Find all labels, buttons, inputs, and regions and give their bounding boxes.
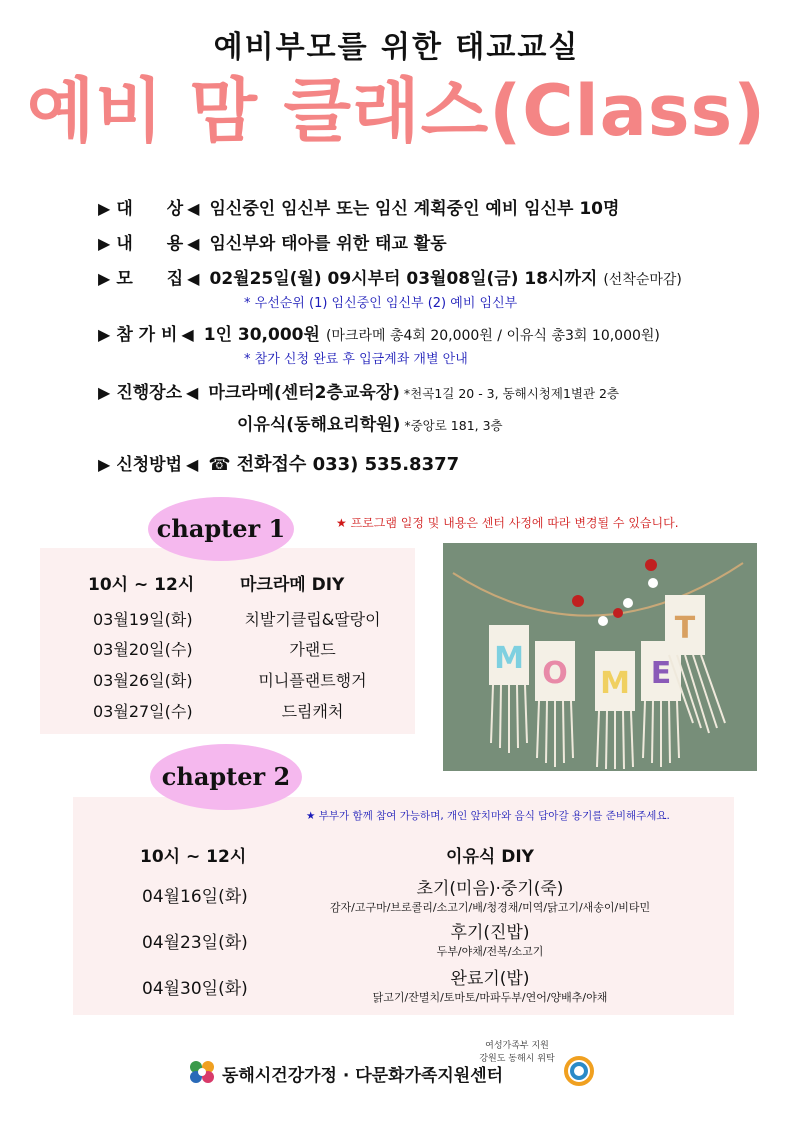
triangle-right-icon: ▶ [98, 269, 111, 288]
info-apply [98, 450, 459, 476]
triangle-right-icon: ▶ [98, 455, 111, 474]
triangle-left-icon: ◀ [186, 383, 199, 402]
chapter2-menu [270, 964, 710, 1005]
recruit-note: * 우선순위 (1) 임신중인 임신부 (2) 예비 임신부 [244, 296, 518, 311]
chapter2-time-header: 10시 ~ 12시 [140, 847, 247, 867]
info-value: 임신부와 태아를 위한 태교 활동 [209, 234, 447, 254]
info-label: 대 상 [116, 199, 184, 219]
subtitle: 예비부모를 위한 태교교실 [213, 30, 580, 65]
info-fee [98, 320, 660, 345]
triangle-left-icon: ◀ [187, 269, 200, 288]
chapter1-date: 03월26일(화) [93, 671, 193, 690]
info-venue [98, 378, 619, 403]
chapter2-menu-head: 초기(미음)·중기(죽) [416, 879, 564, 899]
fee-note: * 참가 신청 완료 후 입금계좌 개별 안내 [244, 352, 468, 367]
chapter1-date: 03월20일(수) [93, 640, 193, 659]
chapter2-date: 04월30일(화) [142, 979, 248, 999]
phone-icon: ☎ [208, 454, 231, 475]
triangle-left-icon: ◀ [187, 234, 200, 253]
chapter1-item: 드림캐처 [281, 702, 344, 721]
info-content [98, 229, 447, 254]
chapter2-menu-items: 닭고기/잔멸치/토마토/마파두부/연어/양배추/야채 [372, 991, 608, 1004]
venue-line1: 마크라메(센터2층교육장) [208, 383, 400, 403]
chapter2-menu-head: 완료기(밥) [450, 969, 530, 989]
photo-letter: M [494, 641, 524, 676]
info-value: 02월25일(월) 09시부터 03월08일(금) 18시까지 [209, 269, 598, 289]
support-line: 여성가족부 지원 [485, 1041, 549, 1051]
info-value: 전화접수 033) 535.8377 [236, 454, 460, 475]
chapter1-item: 미니플랜트행거 [258, 671, 367, 690]
chapter2-badge: chapter 2 [150, 744, 302, 810]
schedule-notice: ★ 프로그램 일정 및 내용은 센터 사정에 따라 변경될 수 있습니다. [336, 516, 679, 530]
triangle-left-icon: ◀ [186, 455, 199, 474]
chapter2-menu-head: 후기(진밥) [450, 923, 530, 943]
info-label: 내 용 [116, 234, 184, 254]
chapter2-menu-items: 두부/야채/전복/소고기 [436, 945, 544, 958]
triangle-right-icon: ▶ [98, 234, 111, 253]
info-value: 1인 30,000원 [203, 325, 320, 345]
chapter2-topic-header [300, 842, 680, 867]
info-target [98, 194, 619, 219]
chapter1-date: 03월27일(수) [93, 702, 193, 721]
chapter1-item: 치발기클립&딸랑이 [244, 610, 381, 629]
info-value: 임신중인 임신부 또는 임신 계획중인 예비 임신부 10명 [209, 199, 620, 219]
center-logo-icon [186, 1058, 218, 1090]
triangle-right-icon: ▶ [98, 199, 111, 218]
venue-line1-address: *천곡1길 20 - 3, 동해시청제1별관 2층 [403, 386, 620, 401]
chapter2-menu [270, 874, 710, 915]
support-line: 강원도 동해시 위탁 [479, 1054, 555, 1064]
chapter2-date: 04월23일(화) [142, 933, 248, 953]
photo-letter: M [600, 666, 630, 701]
triangle-right-icon: ▶ [98, 325, 111, 344]
chapter1-badge: chapter 1 [148, 497, 294, 561]
chapter2-notice: ★ 부부가 함께 참여 가능하며, 개인 앞치마와 음식 담아갈 용기를 준비해주세요. [306, 810, 670, 822]
macrame-garland-photo [443, 543, 757, 771]
ministry-logo-icon [562, 1056, 596, 1090]
footer-org: 동해시건강가정 · 다문화가족지원센터 [222, 1066, 504, 1086]
macrame-garland-illustration [443, 543, 757, 771]
info-venue-2 [237, 410, 503, 435]
triangle-right-icon: ▶ [98, 383, 111, 402]
photo-letter: O [542, 656, 568, 691]
info-recruit [98, 264, 682, 289]
chapter2-topic-text: 이유식 DIY [446, 847, 534, 867]
triangle-left-icon: ◀ [187, 199, 200, 218]
chapter2-date: 04월16일(화) [142, 887, 248, 907]
info-suffix: (마크라메 총4회 20,000원 / 이유식 총3회 10,000원) [325, 328, 660, 344]
page-title: 예비 맘 클래스(Class) [26, 70, 767, 152]
info-suffix: (선착순마감) [603, 272, 682, 288]
chapter1-topic-header: 마크라메 DIY [240, 575, 345, 595]
chapter1-item: 가랜드 [289, 640, 336, 659]
chapter2-menu-items: 감자/고구마/브로콜리/소고기/배/청경채/미역/닭고기/새송이/비타민 [329, 901, 651, 914]
photo-letter: T [674, 611, 696, 646]
info-label: 참 가 비 [116, 325, 178, 345]
venue-line2-address: *중앙로 181, 3층 [404, 418, 503, 433]
info-label: 진행장소 [116, 383, 183, 403]
photo-letter: E [650, 656, 672, 691]
chapter2-menu [270, 918, 710, 959]
info-label: 신청방법 [116, 455, 183, 475]
triangle-left-icon: ◀ [181, 325, 194, 344]
chapter1-date: 03월19일(화) [93, 610, 193, 629]
chapter1-time-header: 10시 ~ 12시 [88, 575, 195, 595]
info-label: 모 집 [116, 269, 184, 289]
venue-line2: 이유식(동해요리학원) [237, 415, 401, 435]
